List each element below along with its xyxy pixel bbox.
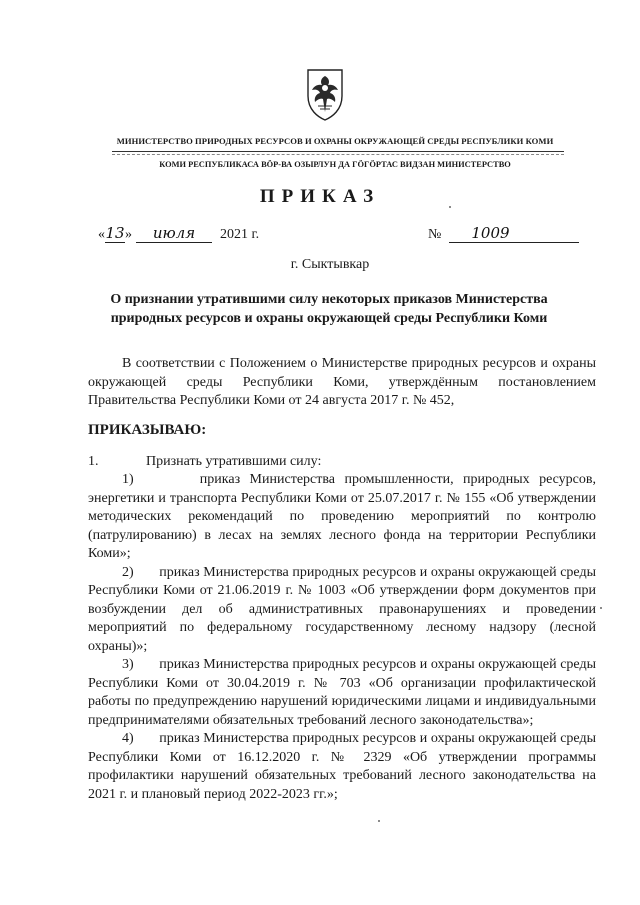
list-item — [88, 471, 596, 564]
list-item — [88, 656, 596, 730]
date-year: 2021 г. — [220, 227, 260, 242]
scan-speck — [449, 206, 451, 208]
item-1 — [88, 453, 596, 472]
subitem-text: приказ Министерства промышленности, природных ресурсов, энергетики и транспорта Республики Коми от 25.07.2017 г. № 155 «Об утверждении методических рекомендаций по проведению мероприятий по контролю (патрулированию) в лесах на землях лесного фонда на территории Республики Коми»; — [88, 472, 596, 561]
number-value: 1009 — [449, 224, 579, 243]
ministry-name-komi: КОМИ РЕСПУБЛИКАСА ВӦР-ВА ОЗЫРЛУН ДА ГӦГӦРТАС ВИДЗАН МИНИСТЕРСТВО — [159, 160, 511, 169]
document-date — [98, 224, 259, 243]
subitem-number: 1) — [122, 472, 134, 487]
subitem-list — [88, 471, 596, 804]
preamble-paragraph: В соответствии с Положением о Министерстве природных ресурсов и охраны окружающей среды Республики Коми, утверждённым постановлением Правительства Республики Коми от 24 августа 2017 г. № 452, — [88, 356, 596, 408]
document-city: г. Сыктывкар — [290, 257, 370, 272]
coat-of-arms-emblem — [304, 66, 346, 122]
subitem-text: приказ Министерства природных ресурсов и охраны окружающей среды Республики Коми от 30.04.2019 г. № 703 «Об организации профилактической работы по предупреждению нарушений юридическими лицами и индивидуальными предпринимателями обязательных требований лесного законодательства»; — [88, 657, 596, 728]
subitem-number: 2) — [122, 564, 134, 580]
scan-speck — [600, 607, 602, 609]
scan-speck — [378, 820, 380, 822]
item-1-text: Признать утратившими силу: — [146, 454, 322, 469]
date-day: 13 — [105, 224, 125, 242]
document-title: ПРИКАЗ — [259, 186, 381, 207]
number-label: № — [428, 227, 442, 242]
subitem-number: 4) — [122, 731, 134, 746]
date-close-quote: » — [125, 227, 132, 242]
header-divider-dashed — [112, 154, 564, 155]
ministry-name-russian: МИНИСТЕРСТВО ПРИРОДНЫХ РЕСУРСОВ И ОХРАНЫ ОКРУЖАЮЩЕЙ СРЕДЫ РЕСПУБЛИКИ КОМИ — [116, 136, 554, 146]
subitem-text: приказ Министерства природных ресурсов и охраны окружающей среды Республики Коми от 16.12.2020 г. № 2329 «Об утверждении программы профилактики нарушений обязательных требований лесного законодательства на 2021 г. и плановый период 2022-2023 гг.»; — [88, 731, 596, 802]
date-month: июля — [136, 224, 212, 243]
list-item — [88, 564, 596, 657]
document-number — [428, 224, 579, 243]
order-heading: ПРИКАЗЫВАЮ: — [88, 422, 207, 438]
date-open-quote: « — [98, 227, 105, 242]
subitem-text: приказ Министерства природных ресурсов и охраны окружающей среды Республики Коми от 21.06.2019 г. № 1003 «Об утверждении форм документов при возбуждении дел об административных правонарушениях и проведении мероприятий по федеральному государственному лесному надзору (лесной охраны)»; — [88, 564, 596, 654]
list-item — [88, 730, 596, 804]
item-1-number: 1. — [88, 454, 99, 469]
subitem-number: 3) — [122, 657, 134, 672]
document-subject: О признании утратившими силу некоторых приказов Министерства природных ресурсов и охраны окружающей среды Республики Коми — [110, 292, 548, 326]
header-divider — [112, 151, 564, 152]
